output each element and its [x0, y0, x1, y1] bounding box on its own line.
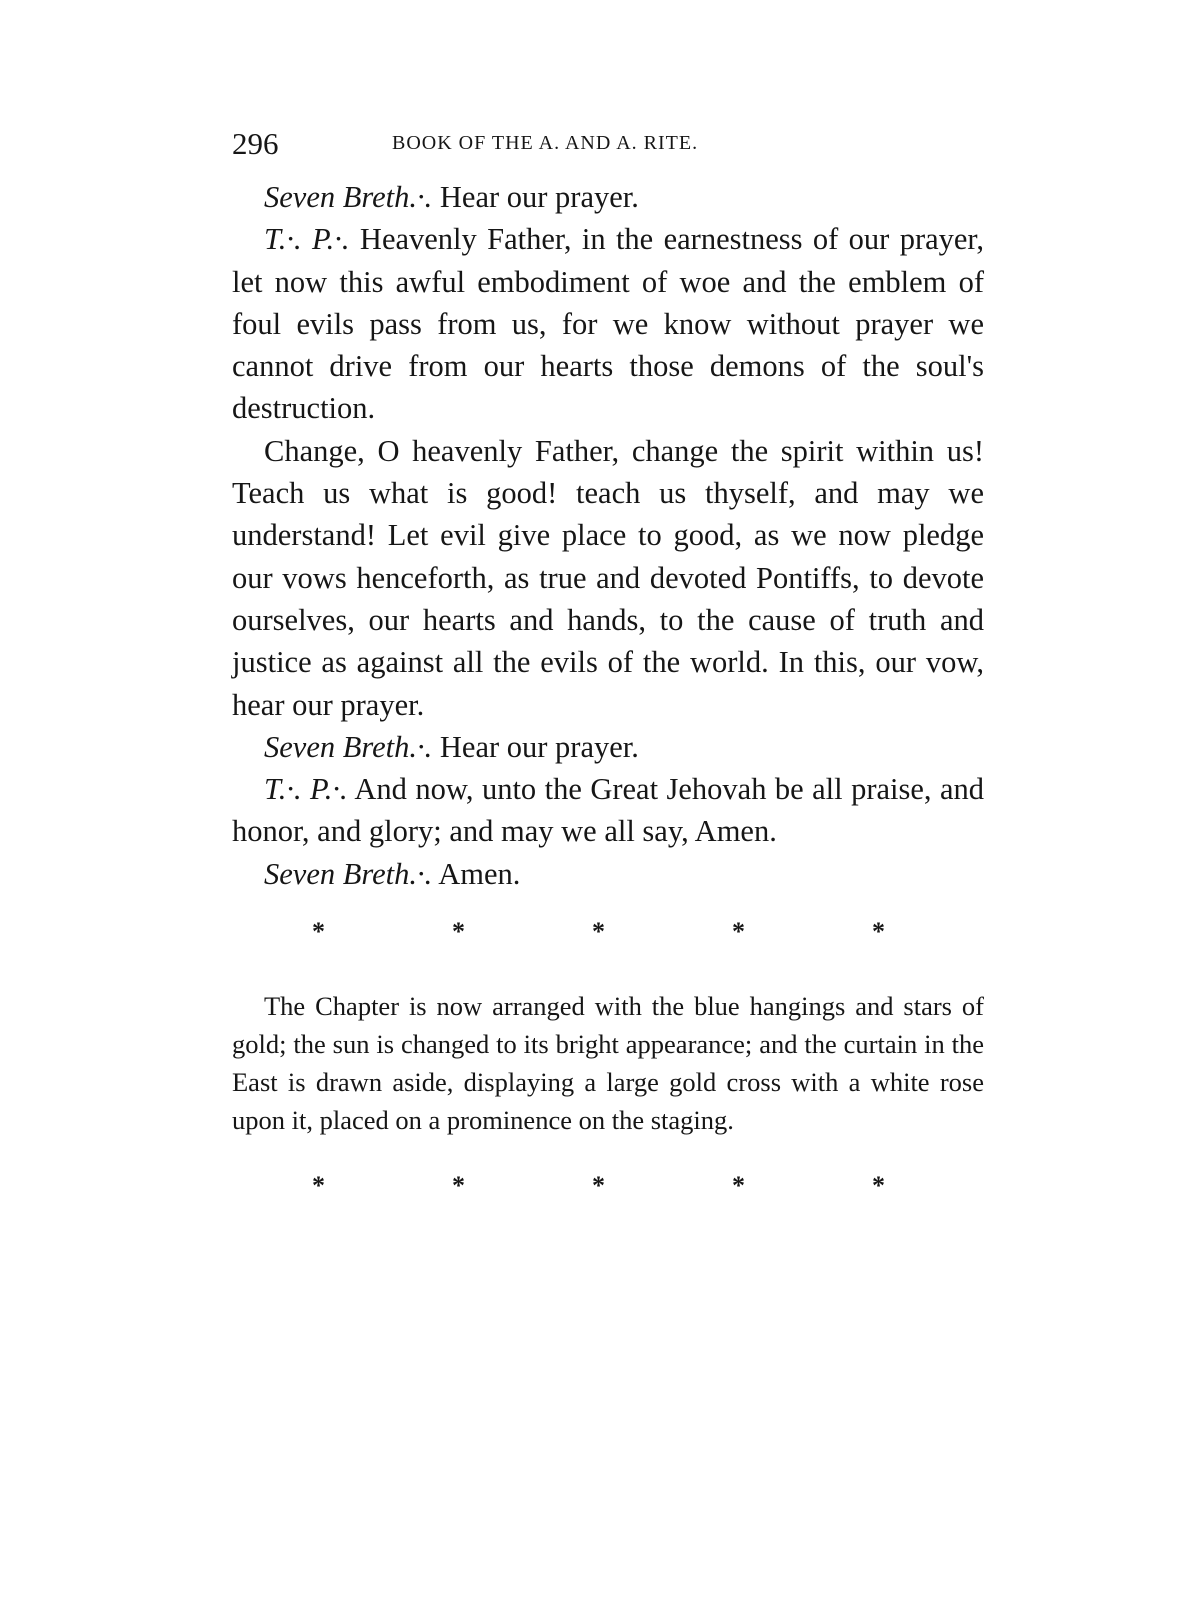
rubric-text: The Chapter is now arranged with the blue hangings and stars of gold; the sun is changed to its bright appearance; and the curtain in the East is drawn aside, displaying a large gold cross with a white rose upon it, placed on a prominence on the staging.	[232, 991, 984, 1136]
paragraph	[232, 768, 984, 853]
asterisk: *	[872, 1171, 885, 1201]
paragraph	[232, 853, 984, 895]
speaker-label: T.·. P.·.	[264, 222, 350, 257]
paragraph	[232, 176, 984, 218]
paragraph-text: Amen.	[432, 856, 521, 891]
paragraph-text: Hear our prayer.	[432, 729, 639, 764]
paragraph	[232, 430, 984, 726]
book-page	[232, 120, 984, 1241]
page-number: 296	[232, 126, 279, 161]
asterism-separator	[232, 1171, 984, 1213]
paragraph-text: And now, unto the Great Jehovah be all praise, and honor, and glory; and may we all say, Amen.	[232, 772, 985, 849]
asterism-separator	[232, 917, 984, 959]
asterisk: *	[872, 917, 885, 947]
paragraph-text: Hear our prayer.	[432, 180, 639, 214]
page-header	[232, 120, 984, 176]
asterisk: *	[592, 917, 605, 947]
paragraph	[232, 726, 984, 768]
paragraph-text: Change, O heavenly Father, change the spirit within us! Teach us what is good! teach us thyself, and may we understand! Let evil give place to good, as we now pledge our vows henceforth, as true and devoted Pontiffs, to devote ourselves, our hearts and hands, to the cause of truth and justice as against all the evils of the world. In this, our vow, hear our prayer.	[232, 433, 984, 722]
asterisk: *	[732, 917, 745, 947]
asterisk: *	[592, 1171, 605, 1201]
paragraph-text: Heavenly Father, in the earnestness of our prayer, let now this awful embodiment of woe and the emblem of foul evils pass from us, for we know without prayer we cannot drive from our hearts those demons of the soul's destruction.	[232, 222, 984, 426]
stage-direction	[232, 987, 984, 1139]
dialogue-text	[232, 176, 984, 895]
running-head: BOOK OF THE A. AND A. RITE.	[392, 132, 699, 154]
asterisk: *	[312, 1171, 325, 1201]
asterisk: *	[452, 1171, 465, 1201]
speaker-label: Seven Breth.·.	[264, 180, 433, 214]
asterisk: *	[452, 917, 465, 947]
speaker-label: Seven Breth.·.	[264, 729, 433, 764]
asterisk: *	[312, 917, 325, 947]
paragraph	[232, 218, 984, 429]
asterisk: *	[732, 1171, 745, 1201]
speaker-label: T.·. P.·.	[264, 772, 348, 807]
speaker-label: Seven Breth.·.	[264, 856, 433, 891]
